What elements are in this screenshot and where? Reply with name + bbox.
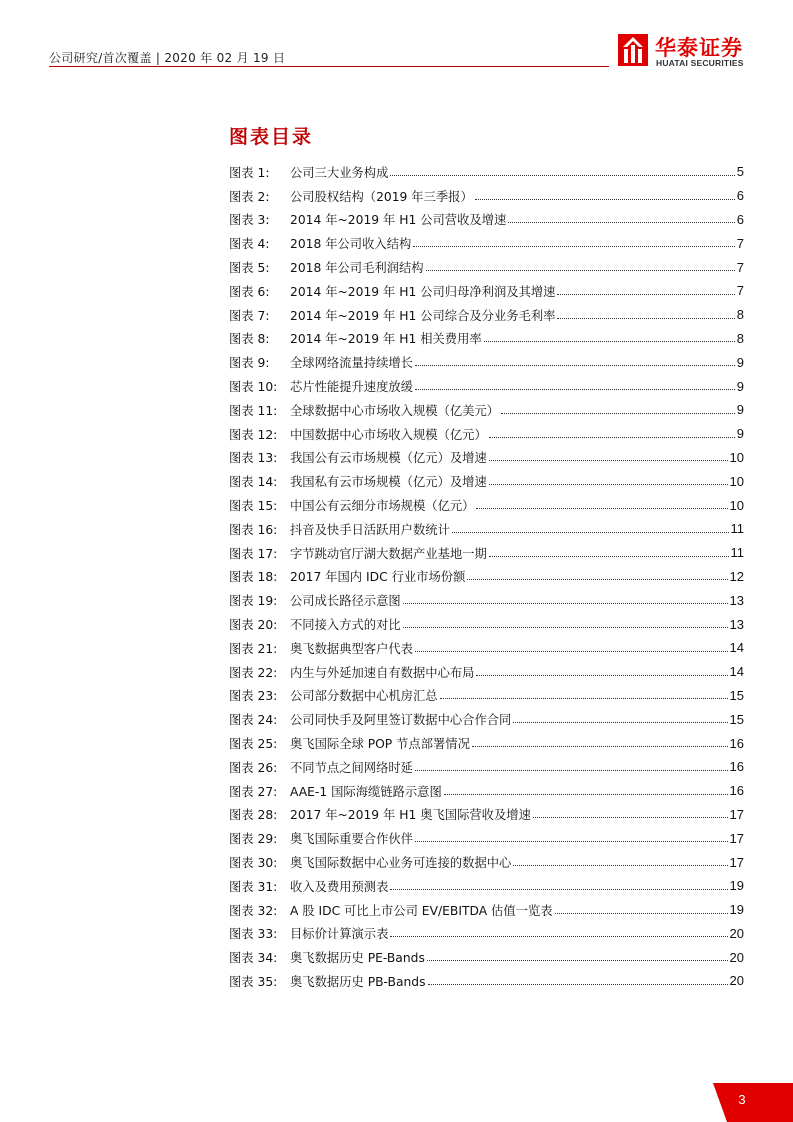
toc-entry[interactable] (229, 303, 744, 327)
toc-entry[interactable] (229, 279, 744, 303)
toc-entry[interactable] (229, 469, 744, 493)
company-logo (618, 30, 748, 70)
toc-entry-label: 图表 13: (229, 451, 278, 466)
toc-dot-leader (472, 745, 728, 747)
toc-entry-title: 奥飞数据历史 PB-Bands (290, 974, 426, 989)
toc-entry-title: 奥飞数据历史 PE-Bands (290, 951, 425, 966)
toc-list (229, 160, 744, 993)
toc-entry[interactable] (229, 969, 744, 993)
toc-entry-page: 19 (729, 902, 744, 918)
toc-dot-leader (427, 959, 728, 961)
toc-entry-label: 图表 17: (229, 546, 278, 561)
toc-entry-title: 公司成长路径示意图 (290, 594, 401, 609)
toc-entry[interactable] (229, 588, 744, 612)
toc-entry-page: 20 (729, 949, 744, 965)
toc-entry-label: 图表 28: (229, 808, 278, 823)
toc-entry-page: 6 (736, 188, 744, 204)
toc-entry-label: 图表 11: (229, 403, 278, 418)
toc-entry-page: 15 (729, 687, 744, 703)
toc-entry-title: 芯片性能提升速度放缓 (290, 380, 413, 395)
header-divider (49, 66, 609, 67)
toc-dot-leader (501, 412, 735, 414)
toc-entry-label: 图表 5: (229, 261, 270, 276)
toc-entry-page: 6 (736, 211, 744, 227)
toc-dot-leader (533, 816, 728, 818)
toc-entry[interactable] (229, 755, 744, 779)
toc-dot-leader (390, 174, 734, 176)
toc-dot-leader (428, 983, 728, 985)
toc-entry[interactable] (229, 874, 744, 898)
toc-dot-leader (390, 888, 727, 890)
toc-entry-page: 7 (736, 235, 744, 251)
toc-entry-page: 7 (736, 283, 744, 299)
toc-entry[interactable] (229, 660, 744, 684)
toc-entry[interactable] (229, 422, 744, 446)
toc-entry-label: 图表 31: (229, 879, 278, 894)
toc-entry-label: 图表 1: (229, 165, 270, 180)
toc-entry[interactable] (229, 731, 744, 755)
toc-entry-label: 图表 21: (229, 641, 278, 656)
toc-entry-page: 13 (729, 592, 744, 608)
toc-entry-label: 图表 26: (229, 760, 278, 775)
toc-dot-leader (415, 364, 735, 366)
toc-entry-title: 收入及费用预测表 (290, 879, 389, 894)
toc-dot-leader (415, 840, 728, 842)
toc-entry-page: 7 (736, 259, 744, 275)
toc-entry-label: 图表 19: (229, 594, 278, 609)
toc-entry-page: 13 (729, 616, 744, 632)
toc-dot-leader (555, 912, 728, 914)
toc-entry[interactable] (229, 826, 744, 850)
toc-entry-page: 10 (729, 497, 744, 513)
toc-entry[interactable] (229, 707, 744, 731)
toc-dot-leader (415, 388, 735, 390)
toc-entry[interactable] (229, 231, 744, 255)
toc-entry-title: 2017 年~2019 年 H1 奥飞国际营收及增速 (290, 808, 531, 823)
toc-dot-leader (557, 293, 734, 295)
toc-entry-label: 图表 33: (229, 927, 278, 942)
toc-entry-page: 20 (729, 973, 744, 989)
toc-entry-label: 图表 12: (229, 427, 278, 442)
toc-entry-label: 图表 29: (229, 832, 278, 847)
toc-entry-page: 10 (729, 473, 744, 489)
toc-dot-leader (489, 555, 729, 557)
toc-dot-leader (489, 436, 735, 438)
toc-entry-label: 图表 25: (229, 737, 278, 752)
toc-dot-leader (426, 269, 735, 271)
toc-entry-label: 图表 15: (229, 499, 278, 514)
toc-entry-title: 不同节点之间网络时延 (290, 760, 413, 775)
toc-entry-title: 字节跳动官厅湖大数据产业基地一期 (290, 546, 487, 561)
toc-entry[interactable] (229, 184, 744, 208)
toc-entry-page: 14 (729, 664, 744, 680)
logo-chinese-name: 华泰证券 (655, 36, 743, 60)
page-number: 3 (738, 1092, 746, 1107)
toc-title: 图表目录 (229, 126, 314, 148)
toc-dot-leader (557, 317, 734, 319)
toc-dot-leader (476, 507, 727, 509)
toc-entry-label: 图表 6: (229, 284, 270, 299)
toc-entry-page: 12 (729, 568, 744, 584)
toc-dot-leader (484, 340, 735, 342)
toc-entry-title: 2014 年~2019 年 H1 公司营收及增速 (290, 213, 507, 228)
toc-entry-label: 图表 34: (229, 951, 278, 966)
toc-entry[interactable] (229, 208, 744, 232)
toc-entry-page: 16 (729, 735, 744, 751)
toc-entry-title: 中国公有云细分市场规模（亿元） (290, 499, 475, 514)
toc-entry-page: 17 (729, 806, 744, 822)
toc-dot-leader (508, 221, 734, 223)
toc-entry-label: 图表 2: (229, 189, 270, 204)
toc-entry-label: 图表 32: (229, 903, 278, 918)
toc-entry-title: 抖音及快手日活跃用户数统计 (290, 522, 450, 537)
toc-dot-leader (403, 602, 728, 604)
toc-entry-page: 8 (736, 307, 744, 323)
header-breadcrumb: 公司研究/首次覆盖 | 2020 年 02 月 19 日 (49, 51, 286, 65)
toc-dot-leader (415, 769, 728, 771)
toc-entry-page: 9 (736, 378, 744, 394)
toc-entry-label: 图表 23: (229, 689, 278, 704)
toc-entry-title: 奥飞国际数据中心业务可连接的数据中心 (290, 856, 512, 870)
toc-dot-leader (489, 483, 728, 485)
toc-dot-leader (467, 578, 727, 580)
toc-dot-leader (476, 674, 727, 676)
toc-entry[interactable] (229, 493, 744, 517)
toc-entry[interactable] (229, 160, 744, 184)
huatai-logo-icon (618, 34, 648, 66)
toc-entry-title: 2018 年公司毛利润结构 (290, 261, 424, 276)
toc-entry[interactable] (229, 327, 744, 351)
toc-entry-title: 奥飞国际全球 POP 节点部署情况 (290, 737, 470, 752)
toc-entry[interactable] (229, 850, 744, 874)
toc-entry-label: 图表 16: (229, 522, 278, 537)
toc-entry-label: 图表 27: (229, 784, 278, 799)
toc-entry-page: 10 (729, 449, 744, 465)
toc-entry-title: 2014 年~2019 年 H1 相关费用率 (290, 332, 482, 347)
toc-entry-title: 2014 年~2019 年 H1 公司综合及分业务毛利率 (290, 308, 556, 323)
toc-entry[interactable] (229, 922, 744, 946)
toc-entry-title: 公司股权结构（2019 年三季报） (290, 189, 473, 204)
toc-entry[interactable] (229, 684, 744, 708)
toc-entry[interactable] (229, 541, 744, 565)
toc-dot-leader (390, 935, 727, 937)
toc-entry-title: AAE-1 国际海缆链路示意图 (290, 784, 442, 799)
toc-entry[interactable] (229, 636, 744, 660)
toc-entry-label: 图表 18: (229, 570, 278, 585)
toc-entry[interactable] (229, 398, 744, 422)
toc-entry-title: 中国数据中心市场收入规模（亿元） (290, 427, 487, 442)
toc-entry-label: 图表 4: (229, 237, 270, 252)
toc-entry-label: 图表 9: (229, 356, 270, 371)
toc-entry-title: 内生与外延加速自有数据中心布局 (290, 665, 475, 680)
toc-entry-label: 图表 35: (229, 974, 278, 989)
toc-entry-title: 目标价计算演示表 (290, 927, 389, 942)
toc-entry-label: 图表 22: (229, 665, 278, 680)
toc-dot-leader (513, 864, 727, 866)
toc-entry-title: 不同接入方式的对比 (290, 618, 401, 633)
toc-entry-title: 我国公有云市场规模（亿元）及增速 (290, 451, 487, 466)
toc-dot-leader (403, 626, 728, 628)
toc-entry-title: 全球数据中心市场收入规模（亿美元） (290, 403, 500, 418)
toc-entry-page: 19 (729, 878, 744, 894)
toc-entry-page: 11 (730, 545, 744, 561)
toc-entry-label: 图表 30: (229, 856, 278, 870)
toc-entry-label: 图表 7: (229, 308, 270, 323)
toc-entry[interactable] (229, 945, 744, 969)
toc-entry-label: 图表 14: (229, 475, 278, 490)
toc-entry-title: 公司三大业务构成 (290, 165, 389, 180)
toc-dot-leader (489, 459, 728, 461)
toc-entry[interactable] (229, 803, 744, 827)
toc-entry-title: 公司部分数据中心机房汇总 (290, 689, 438, 704)
toc-entry-title: 我国私有云市场规模（亿元）及增速 (290, 475, 487, 490)
toc-entry[interactable] (229, 374, 744, 398)
toc-entry-label: 图表 8: (229, 332, 270, 347)
toc-entry-page: 9 (736, 402, 744, 418)
toc-entry[interactable] (229, 255, 744, 279)
toc-entry-title: 奥飞国际重要合作伙伴 (290, 832, 413, 847)
toc-entry-page: 17 (729, 830, 744, 846)
toc-entry-label: 图表 24: (229, 713, 278, 728)
toc-entry-title: 2018 年公司收入结构 (290, 237, 412, 252)
toc-dot-leader (444, 793, 728, 795)
toc-entry-page: 9 (736, 426, 744, 442)
toc-entry-page: 14 (729, 640, 744, 656)
toc-entry-title: 2014 年~2019 年 H1 公司归母净利润及其增速 (290, 284, 556, 299)
toc-entry-title: 2017 年国内 IDC 行业市场份额 (290, 570, 466, 585)
toc-entry[interactable] (229, 565, 744, 589)
toc-entry-title: 全球网络流量持续增长 (290, 356, 413, 371)
toc-entry-page: 17 (729, 854, 744, 870)
toc-entry-page: 16 (729, 759, 744, 775)
toc-entry-page: 11 (730, 521, 744, 537)
toc-entry-page: 5 (736, 164, 744, 180)
toc-entry-page: 16 (729, 783, 744, 799)
toc-entry[interactable] (229, 517, 744, 541)
toc-entry[interactable] (229, 779, 744, 803)
toc-entry[interactable] (229, 898, 744, 922)
toc-entry[interactable] (229, 446, 744, 470)
toc-dot-leader (440, 697, 728, 699)
toc-dot-leader (475, 198, 735, 200)
toc-entry-label: 图表 10: (229, 380, 278, 395)
toc-entry-label: 图表 20: (229, 618, 278, 633)
toc-entry-title: 公司同快手及阿里签订数据中心合作合同 (290, 713, 512, 728)
toc-entry-title: 奥飞数据典型客户代表 (290, 641, 413, 656)
logo-english-name: HUATAI SECURITIES (656, 58, 744, 68)
toc-entry-title: A 股 IDC 可比上市公司 EV/EBITDA 估值一览表 (290, 903, 553, 918)
toc-dot-leader (415, 650, 728, 652)
toc-dot-leader (452, 531, 729, 533)
toc-entry-page: 20 (729, 925, 744, 941)
toc-entry-label: 图表 3: (229, 213, 270, 228)
toc-dot-leader (413, 245, 734, 247)
toc-entry[interactable] (229, 350, 744, 374)
toc-dot-leader (513, 721, 727, 723)
toc-entry-page: 8 (736, 330, 744, 346)
toc-entry[interactable] (229, 612, 744, 636)
toc-entry-page: 9 (736, 354, 744, 370)
toc-entry-page: 15 (729, 711, 744, 727)
